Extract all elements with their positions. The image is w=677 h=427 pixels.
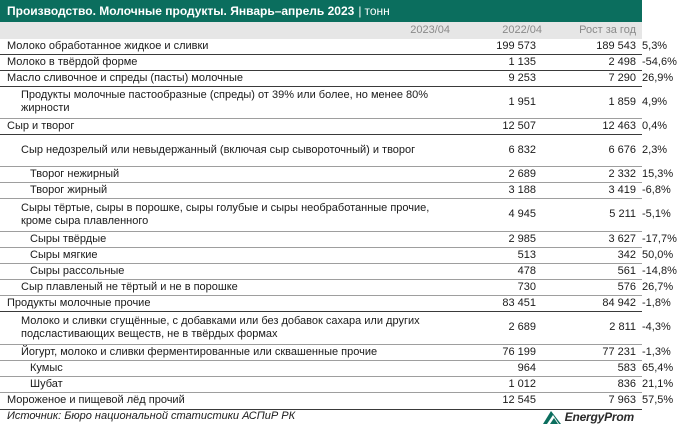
value-2023: 2 689: [450, 166, 542, 182]
value-2023: 9 253: [450, 70, 542, 86]
unit-label: тонн: [364, 4, 390, 18]
table-row: Кумыс 964 583 65,4%: [0, 360, 642, 376]
value-2023: 730: [450, 279, 542, 295]
row-label: Масло сливочное и спреды (пасты) молочные: [0, 70, 450, 86]
table-row: Масло сливочное и спреды (пасты) молочные 9 253 7 290 26,9%: [0, 70, 642, 86]
value-2022: 84 942: [542, 295, 642, 311]
value-2022: 583: [542, 360, 642, 376]
value-2023: 2 689: [450, 311, 542, 344]
table-row: Продукты молочные пастообразные (спреды) от 39% или более, но менее 80% жирности 1 951 1 859 4,9%: [0, 86, 642, 118]
value-2023: 3 188: [450, 182, 542, 198]
value-2022: 5 211: [542, 198, 642, 231]
row-label: Сыр плавленый не тёртый и не в порошке: [0, 279, 450, 295]
value-2022: 342: [542, 247, 642, 263]
row-label: Сыры мягкие: [0, 247, 450, 263]
row-label: Сыры твёрдые: [0, 231, 450, 247]
value-2022: 7 290: [542, 70, 642, 86]
table-row: Молоко и сливки сгущённые, с добавками или без добавок сахара или других подсластивающих веществ, не в твёрдых формах 2 689 2 811 -4,3%: [0, 311, 642, 344]
value-2023: 12 507: [450, 118, 542, 134]
table-row: Творог жирный 3 188 3 419 -6,8%: [0, 182, 642, 198]
value-2023: 513: [450, 247, 542, 263]
table-row: Продукты молочные прочие 83 451 84 942 -1,8%: [0, 295, 642, 311]
row-label: Шубат: [0, 376, 450, 392]
value-2022: 2 332: [542, 166, 642, 182]
value-2023: 2 985: [450, 231, 542, 247]
value-2023: 478: [450, 263, 542, 279]
row-label: Творог нежирный: [0, 166, 450, 182]
value-2022: 561: [542, 263, 642, 279]
row-label: Молоко и сливки сгущённые, с добавками или без добавок сахара или других подсластивающих веществ, не в твёрдых формах: [0, 311, 450, 344]
row-label: Продукты молочные пастообразные (спреды) от 39% или более, но менее 80% жирности: [0, 86, 450, 118]
data-table: [0, 39, 677, 410]
source-note: Источник: Бюро национальной статистики АСПиР РК: [7, 410, 296, 422]
value-2022: 12 463: [542, 118, 642, 134]
value-2022: 1 859: [542, 86, 642, 118]
table-row: Йогурт, молоко и сливки ферментированные или сквашенные прочие 76 199 77 231 -1,3%: [0, 344, 642, 360]
value-2023: 1 135: [450, 54, 542, 70]
footer: [0, 405, 642, 427]
table-row: Сыр и творог 12 507 12 463 0,4%: [0, 118, 642, 134]
row-label: Мороженое и пищевой лёд прочий: [0, 392, 450, 409]
table-row: Сыр недозрелый или невыдержанный (включая сыр сывороточный) и творог 6 832 6 676 2,3%: [0, 134, 642, 166]
table-header: [0, 22, 642, 39]
table-row: Сыры мягкие 513 342 50,0%: [0, 247, 642, 263]
column-header-2022: 2022/04: [502, 24, 542, 36]
table-row: Сыры твёрдые 2 985 3 627 -17,7%: [0, 231, 642, 247]
row-label: Йогурт, молоко и сливки ферментированные или сквашенные прочие: [0, 344, 450, 360]
value-2023: 76 199: [450, 344, 542, 360]
row-label: Сыры тёртые, сыры в порошке, сыры голубые и сыры необработанные прочие, кроме сыра плавленного: [0, 198, 450, 231]
value-2023: 1 012: [450, 376, 542, 392]
value-2022: 7 963: [542, 392, 642, 409]
row-label: Сыр недозрелый или невыдержанный (включая сыр сывороточный) и творог: [0, 134, 450, 166]
column-header-2023: 2023/04: [410, 24, 450, 36]
row-label: Творог жирный: [0, 182, 450, 198]
row-label: Сыр и творог: [0, 118, 450, 134]
row-label: Сыры рассольные: [0, 263, 450, 279]
table-row: Сыры тёртые, сыры в порошке, сыры голубые и сыры необработанные прочие, кроме сыра плавленного 4 945 5 211 -5,1%: [0, 198, 642, 231]
logo-text: EnergyProm: [564, 410, 634, 424]
value-2022: 3 627: [542, 231, 642, 247]
value-2022: 576: [542, 279, 642, 295]
row-label: Молоко обработанное жидкое и сливки: [0, 39, 450, 54]
table-row: Молоко в твёрдой форме 1 135 2 498 -54,6%: [0, 54, 642, 70]
table-row: Творог нежирный 2 689 2 332 15,3%: [0, 166, 642, 182]
value-2022: 6 676: [542, 134, 642, 166]
table-row: Сыр плавленый не тёртый и не в порошке 730 576 26,7%: [0, 279, 642, 295]
row-label: Продукты молочные прочие: [0, 295, 450, 311]
title-separator: |: [358, 4, 362, 18]
table-row: Мороженое и пищевой лёд прочий 12 545 7 963 57,5%: [0, 392, 642, 409]
energyprom-logo-icon: [542, 409, 562, 425]
value-2022: 2 498: [542, 54, 642, 70]
value-2022: 836: [542, 376, 642, 392]
value-2023: 199 573: [450, 39, 542, 54]
value-2023: 4 945: [450, 198, 542, 231]
title-bar: [0, 0, 642, 22]
value-2023: 1 951: [450, 86, 542, 118]
table-row: Молоко обработанное жидкое и сливки 199 573 189 543 5,3%: [0, 39, 642, 54]
row-label: Молоко в твёрдой форме: [0, 54, 450, 70]
value-2023: 964: [450, 360, 542, 376]
value-2023: 6 832: [450, 134, 542, 166]
page-title: Производство. Молочные продукты. Январь–апрель 2023: [7, 4, 355, 18]
energyprom-logo: [542, 408, 634, 426]
value-2023: 83 451: [450, 295, 542, 311]
table-row: Шубат 1 012 836 21,1%: [0, 376, 642, 392]
column-header-growth: Рост за год: [579, 24, 636, 36]
value-2022: 2 811: [542, 311, 642, 344]
value-2022: 3 419: [542, 182, 642, 198]
value-2023: 12 545: [450, 392, 542, 409]
row-label: Кумыс: [0, 360, 450, 376]
value-2022: 77 231: [542, 344, 642, 360]
value-2022: 189 543: [542, 39, 642, 54]
table-row: Сыры рассольные 478 561 -14,8%: [0, 263, 642, 279]
